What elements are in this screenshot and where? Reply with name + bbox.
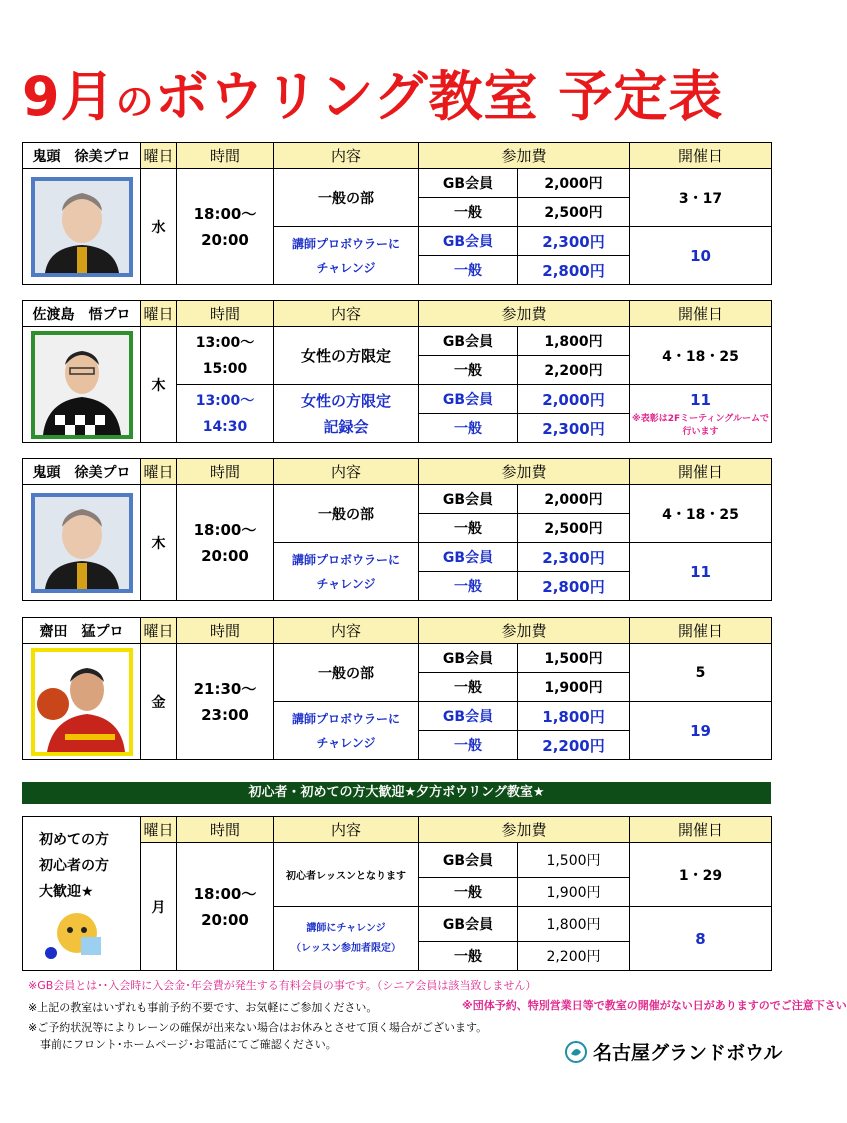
note-closure: ※団体予約、特別営業日等で教室の開催がない日がありますのでご注意下さい (462, 999, 847, 1012)
pro-name: 佐渡島 悟プロ (23, 301, 141, 327)
company-logo: 名古屋グランドボウル (565, 1038, 782, 1065)
pro-photo (23, 169, 141, 285)
beginner-banner: 初心者・初めての方大歓迎★夕方ボウリング教室★ (22, 782, 771, 804)
pro-name: 鬼頭 徐美プロ (23, 459, 141, 485)
pro-photo (23, 485, 141, 601)
page-title: 9月のボウリング教室 予定表 (22, 65, 724, 128)
pro-photo (23, 644, 141, 760)
note-no-reservation: ※上記の教室はいずれも事前予約不要です、お気軽にご参加ください。 (28, 1001, 378, 1014)
note-confirm: 事前にフロント･ホームページ･お電話にてご確認ください。 (40, 1038, 337, 1051)
bowling-logo-icon (565, 1041, 587, 1063)
schedule-table-saida-fri: 齋田 猛プロ 曜日 時間 内容 参加費 開催日 金 21:30〜 23:00 一般の部 GB会員 1,500円 5 一般 1,900円 講師プロボウラーに チャレンジ GB会員 1,800円 19 一般 2,200円 (22, 617, 772, 760)
pro-photo (23, 327, 141, 443)
note-lane-availability: ※ご予約状況等によりレーンの確保が出来ない場合はお休みとさせて頂く場合がございます。 (28, 1021, 488, 1034)
pro-name: 齋田 猛プロ (23, 618, 141, 644)
mascot-icon (39, 905, 113, 961)
schedule-table-sadoshima-thu: 佐渡島 悟プロ 曜日 時間 内容 参加費 開催日 木 13:00〜 15:00 女性の方限定 GB会員 1,800円 4・18・25 一般 2,200円 13:00〜 14:30 女性の方限定 記録会 GB会員 2,000円 11 ※表彰は2Fミーティングルームで行います 一般 2,300円 (22, 300, 772, 443)
schedule-table-kito-wed: 鬼頭 徐美プロ 曜日 時間 内容 参加費 開催日 水 18:00〜 20:00 一般の部 GB会員 2,000円 3・17 一般 2,500円 講師プロボウラーに チャレンジ GB会員 2,300円 10 一般 2,800円 (22, 142, 772, 285)
pro-name: 鬼頭 徐美プロ (23, 143, 141, 169)
note-gb-member: ※GB会員とは･･入会時に入会金･年会費が発生する有料会員の事です。（シニア会員は該当致しません） (28, 979, 537, 992)
beginner-label: 初めての方 初心者の方 大歓迎★ (23, 817, 141, 971)
schedule-table-beginner-mon: 初めての方 初心者の方 大歓迎★ 曜日 時間 内容 参加費 開催日 月 18:00〜 20:00 初心者レッスンとなります GB会員 1,500円 1・29 一般 1,900円 講師にチャレンジ （レッスン参加者限定） GB会員 1,800円 8 一般 2,200円 (22, 816, 772, 971)
schedule-table-kito-thu: 鬼頭 徐美プロ 曜日 時間 内容 参加費 開催日 木 18:00〜 20:00 一般の部 GB会員 2,000円 4・18・25 一般 2,500円 講師プロボウラーに チャレンジ GB会員 2,300円 11 一般 2,800円 (22, 458, 772, 601)
